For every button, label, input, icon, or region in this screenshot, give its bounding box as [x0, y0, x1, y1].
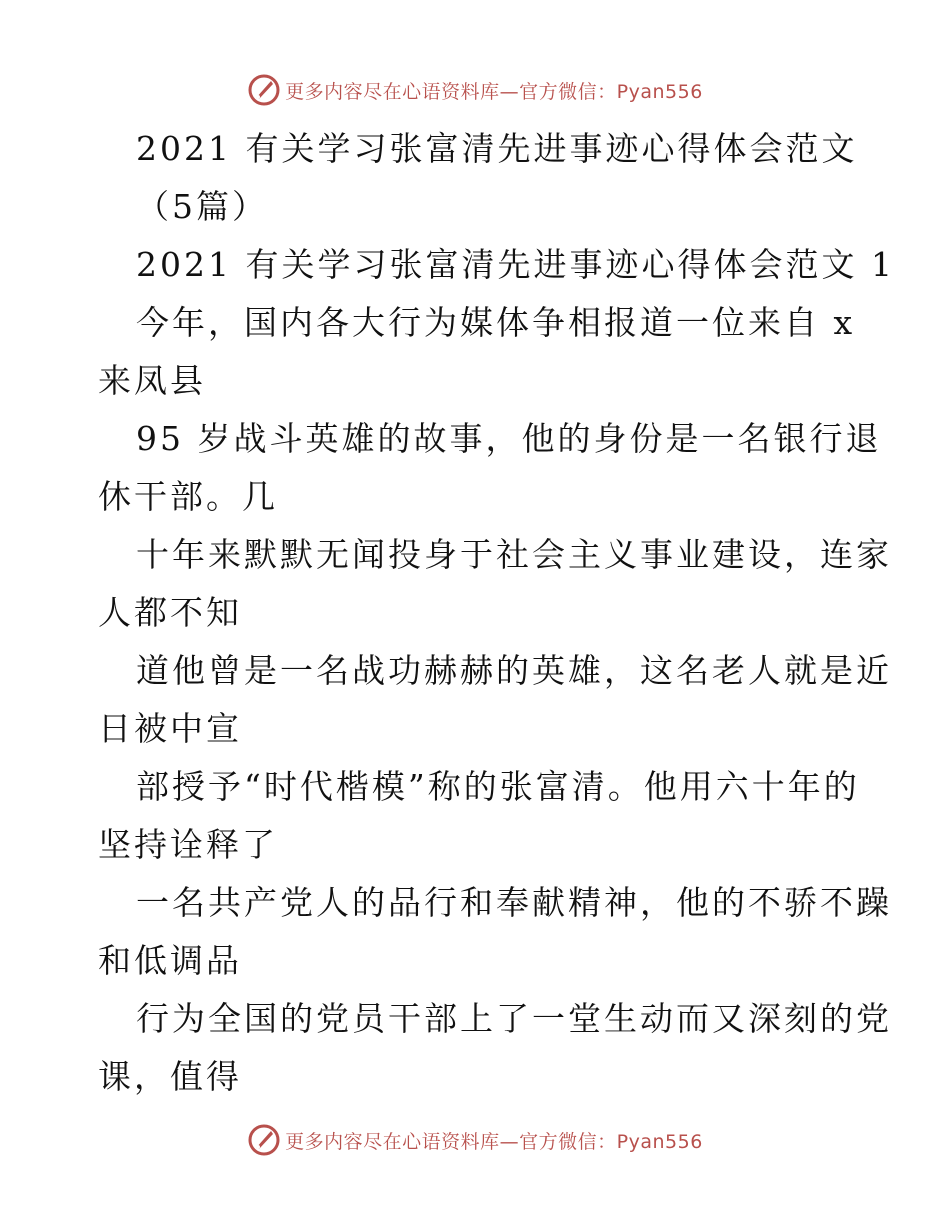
footer-banner-text: 更多内容尽在心语资料库—官方微信：Pyan556	[285, 1130, 703, 1153]
paragraph-line: 日被中宣	[98, 709, 242, 748]
paragraph-line: 一名共产党人的品行和奉献精神，他的不骄不躁	[136, 883, 892, 922]
paragraph-line: 行为全国的党员干部上了一堂生动而又深刻的党	[136, 999, 892, 1038]
paragraph-line: 来凤县	[98, 361, 206, 400]
paragraph-line: 坚持诠释了	[98, 825, 278, 864]
doc-title-line-1: 2021 有关学习张富清先进事迹心得体会范文	[136, 129, 858, 168]
document-body	[98, 120, 895, 1106]
paragraph-line: 今年，国内各大行为媒体争相报道一位来自 x	[136, 303, 856, 342]
paragraph-line: 部授予“时代楷模”称的张富清。他用六十年的	[136, 767, 860, 806]
paragraph-line: 课，值得	[98, 1057, 242, 1096]
doc-title-line-2: （5篇）	[136, 187, 268, 226]
paragraph-line: 和低调品	[98, 941, 242, 980]
section-heading: 2021 有关学习张富清先进事迹心得体会范文 1	[136, 245, 895, 284]
quill-logo-icon	[247, 1123, 281, 1157]
quill-logo-icon	[247, 73, 281, 107]
header-banner	[0, 70, 950, 110]
footer-banner	[0, 1120, 950, 1160]
header-banner-text: 更多内容尽在心语资料库—官方微信：Pyan556	[285, 80, 703, 103]
paragraph-line: 十年来默默无闻投身于社会主义事业建设，连家	[136, 535, 892, 574]
paragraph-line: 休干部。几	[98, 477, 278, 516]
paragraph-line: 道他曾是一名战功赫赫的英雄，这名老人就是近	[136, 651, 892, 690]
paragraph-line: 95 岁战斗英雄的故事，他的身份是一名银行退	[136, 419, 882, 458]
paragraph-line: 人都不知	[98, 593, 242, 632]
